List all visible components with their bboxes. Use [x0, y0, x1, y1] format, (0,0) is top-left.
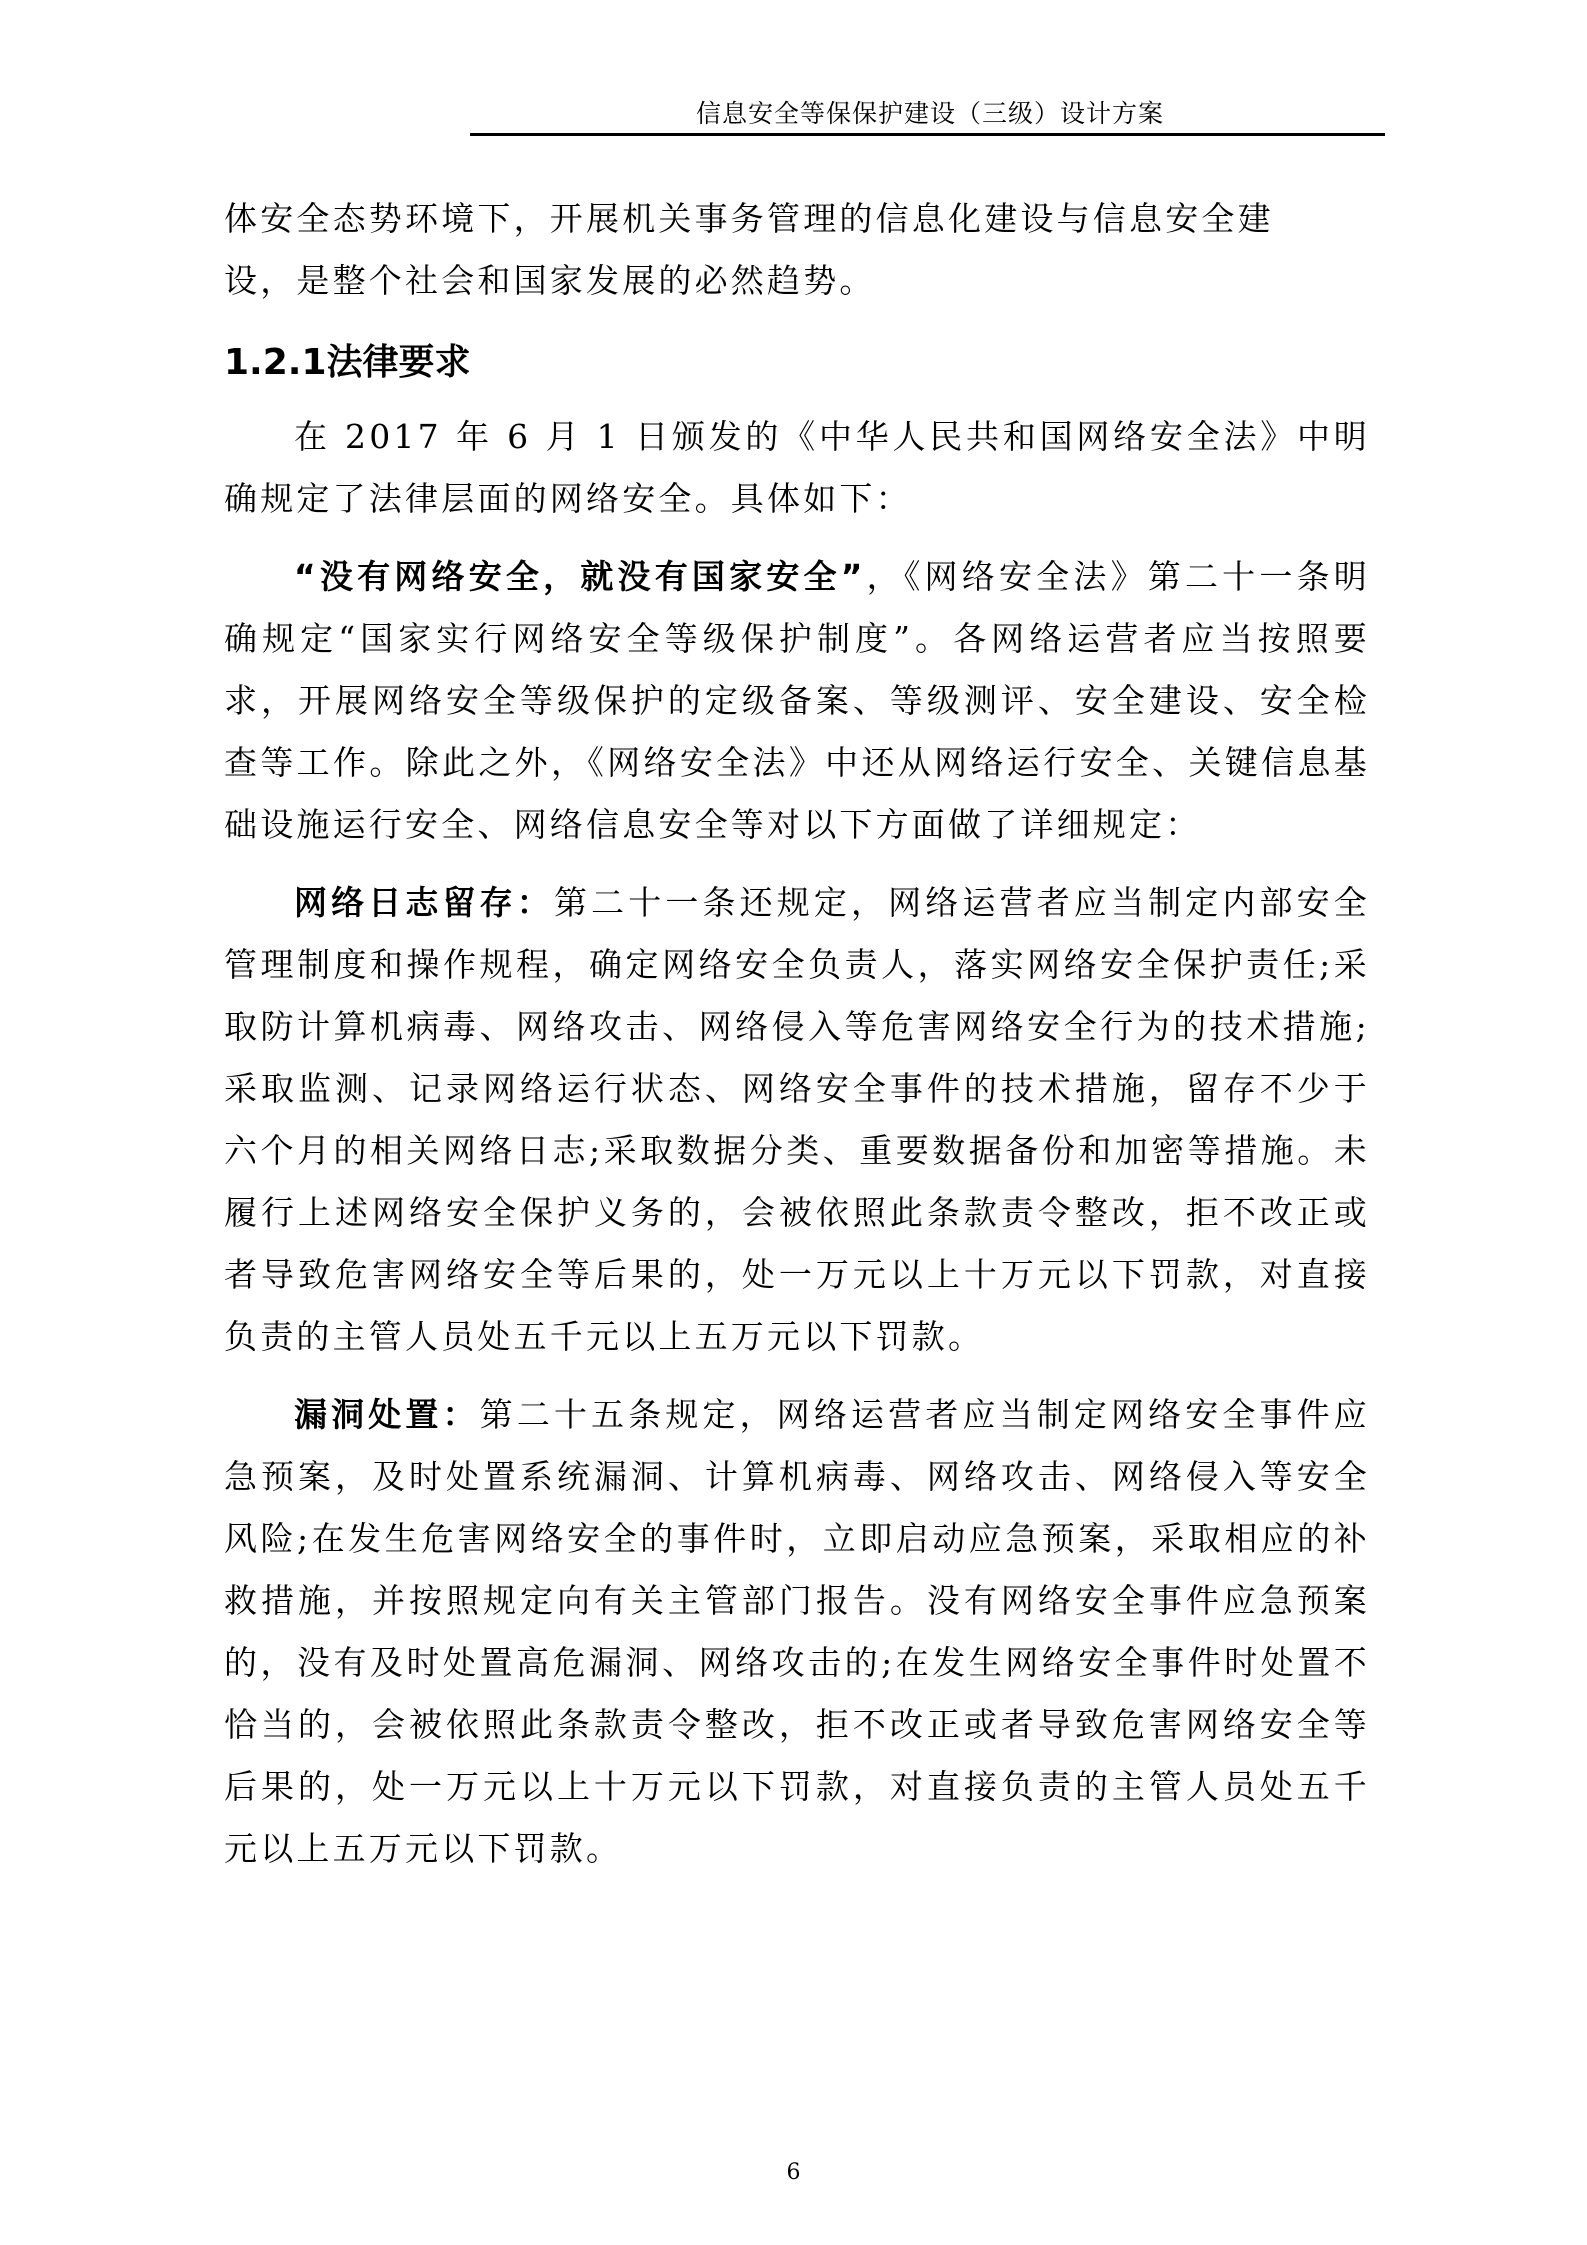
paragraph-text: 第二十一条还规定，网络运营者应当制定内部安全管理制度和操作规程，确定网络安全负责人，落实网络安全保护责任;采取防计算机病毒、网络攻击、网络侵入等危害网络安全行为的技术措施;采取监测、记录网络运行状态、网络安全事件的技术措施，留存不少于六个月的相关网络日志;采取数据分类、重要数据备份和加密等措施。未履行上述网络安全保护义务的，会被依照此条款责令整改，拒不改正或者导致危害网络安全等后果的，处一万元以上十万元以下罚款，对直接负责的主管人员处五千元以上五万元以下罚款。 [224, 883, 1370, 1356]
paragraph-vulnerability-handling [224, 1384, 1370, 1880]
intro-paragraph [224, 188, 1370, 312]
paragraph-log-retention [224, 872, 1370, 1368]
paragraph-text: ，《网络安全法》第二十一条明确规定“国家实行网络安全等级保护制度”。各网络运营者应当按照要求，开展网络安全等级保护的定级备案、等级测评、安全建设、安全检查等工作。除此之外，《网络安全法》中还从网络运行安全、关键信息基础设施运行安全、网络信息安全等对以下方面做了详细规定： [224, 557, 1370, 844]
document-body [224, 188, 1370, 1880]
paragraph-text: 第二十五条规定，网络运营者应当制定网络安全事件应急预案，及时处置系统漏洞、计算机病毒、网络攻击、网络侵入等安全风险;在发生危害网络安全的事件时，立即启动应急预案，采取相应的补救措施，并按照规定向有关主管部门报告。没有网络安全事件应急预案的，没有及时处置高危漏洞、网络攻击的;在发生网络安全事件时处置不恰当的，会被依照此条款责令整改，拒不改正或者导致危害网络安全等后果的，处一万元以上十万元以下罚款，对直接负责的主管人员处五千元以上五万元以下罚款。 [224, 1395, 1370, 1868]
intro-line-1: 体安全态势环境下，开展机关事务管理的信息化建设与信息安全建 [224, 199, 1274, 238]
running-header-title: 信息安全等保保护建设（三级）设计方案 [695, 99, 1164, 128]
bold-quote: “没有网络安全，就没有国家安全” [294, 557, 866, 596]
section-heading: 1.2.1法律要求 [224, 342, 471, 383]
paragraph-law-intro: 在 2017 年 6 月 1 日颁发的《中华人民共和国网络安全法》中明确规定了法律层面的网络安全。具体如下： [224, 417, 1370, 518]
header-divider [470, 133, 1385, 136]
intro-line-2: 设，是整个社会和国家发展的必然趋势。 [224, 261, 876, 300]
bold-label-vulnerability: 漏洞处置： [294, 1395, 480, 1434]
paragraph-cybersecurity-law [224, 546, 1370, 856]
page-number: 6 [786, 2160, 801, 2185]
bold-label-log-retention: 网络日志留存： [294, 883, 554, 922]
